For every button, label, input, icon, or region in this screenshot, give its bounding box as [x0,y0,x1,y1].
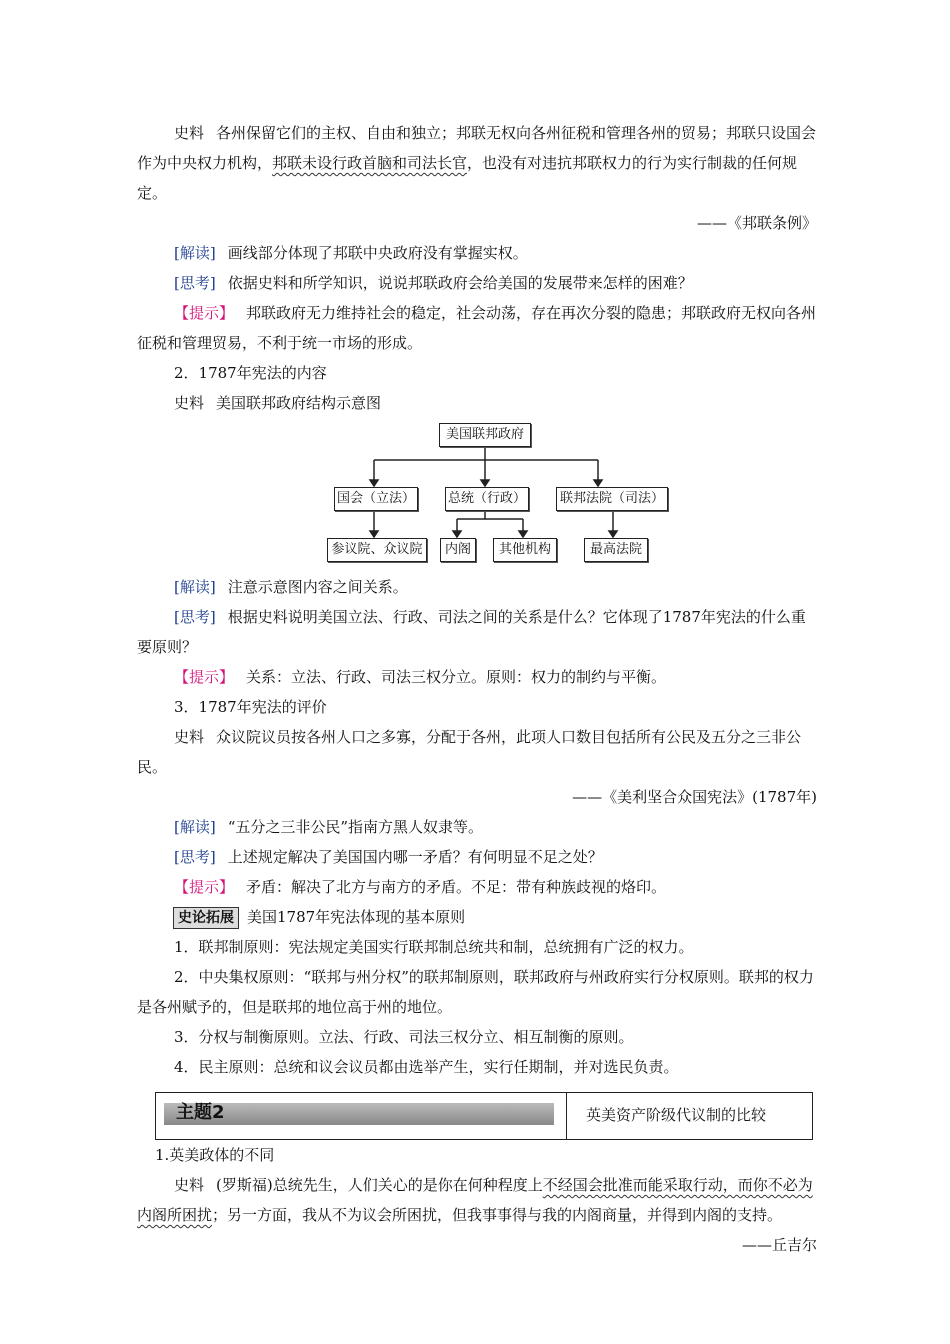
source-text: ；另一方面，我从不为议会所困扰，但我事事得与我的内阁商量，并得到内阁的支持。 [212,1206,783,1224]
interpretation-text: “五分之三非公民”指南方黑人奴隶等。 [227,818,484,836]
source-paragraph-1 [137,118,817,208]
node-other-agencies: 其他机构 [493,538,557,562]
source-paragraph-2 [137,388,817,418]
node-houses: 参议院、众议院 [327,538,427,562]
thinking-text: 上述规定解决了美国国内哪一矛盾？有何明显不足之处？ [227,848,603,866]
section-heading: 2．1787年宪法的内容 [174,364,327,382]
hint-line [137,298,817,358]
document-body [137,118,817,1260]
source-paragraph-3 [137,722,817,782]
hint-text: 矛盾：解决了北方与南方的矛盾。不足：带有种族歧视的烙印。 [246,878,667,896]
extension-title: 美国1787年宪法体现的基本原则 [247,908,466,926]
hint-tag: 【提示】 [174,878,235,896]
hint-line [137,662,817,692]
principle-item: 3．分权与制衡原则。立法、行政、司法三权分立、相互制衡的原则。 [174,1028,634,1046]
interpretation-tag: [解读] [174,244,216,262]
government-structure-diagram [137,422,817,572]
interpretation-line [137,812,817,842]
source-text: 各州保留它们的主权、自由和独立；邦联无权向各州征税和管理各州的贸易；邦联只设国会作为中央权力机构， [137,124,817,172]
node-federal-government: 美国联邦政府 [439,423,531,447]
section-heading: 3．1787年宪法的评价 [174,698,327,716]
node-president: 总统（行政） [445,487,529,511]
source-citation: ——《美利坚合众国宪法》(1787年) [572,788,817,806]
interpretation-text: 画线部分体现了邦联中央政府没有掌握实权。 [227,244,528,262]
source-citation: ——丘吉尔 [741,1236,817,1254]
source-text: ，也没有对违抗邦联权力的行为实行制裁的任何规定。 [137,154,798,202]
node-cabinet: 内阁 [440,538,476,562]
hint-line [137,872,817,902]
section-heading: 1.英美政体的不同 [155,1146,275,1164]
thinking-text: 根据史料说明美国立法、行政、司法之间的关系是什么？它体现了1787年宪法的什么重要原则？ [137,608,806,656]
thinking-tag: [思考] [174,274,216,292]
thinking-text: 依据史料和所学知识，说说邦联政府会给美国的发展带来怎样的困难？ [227,274,693,292]
interpretation-line [137,572,817,602]
source-label: 史料 [174,1176,205,1194]
hint-text: 邦联政府无力维持社会的稳定，社会动荡，存在再次分裂的隐患；邦联政府无权向各州征税和管理贸易，不利于统一市场的形成。 [137,304,817,352]
underlined-text: 不经国会批准而能采取行动，而你不必为内阁所困扰 [137,1176,813,1224]
source-text: (罗斯福)总统先生，人们关心的是你在何种程度上 [216,1176,543,1194]
principle-item: 4．民主原则：总统和议会议员都由选举产生，实行任期制，并对选民负责。 [174,1058,679,1076]
node-federal-court: 联邦法院（司法） [556,487,668,511]
interpretation-line [137,238,817,268]
hint-text: 关系：立法、行政、司法三权分立。原则：权力的制约与平衡。 [246,668,667,686]
interpretation-tag: [解读] [174,578,216,596]
source-label: 史料 [174,728,205,746]
extension-tag: 史论拓展 [173,907,239,929]
thinking-line [137,602,817,662]
underlined-text: 邦联未设行政首脑和司法长官 [272,154,468,172]
interpretation-text: 注意示意图内容之间关系。 [227,578,408,596]
principle-item: 2．中央集权原则：“联邦与州分权”的联邦制原则，联邦政府与州政府实行分权原则。联邦的权力是各州赋予的，但是联邦的地位高于州的地位。 [137,968,814,1016]
source-label: 史料 [174,124,205,142]
extension-heading [137,902,817,932]
interpretation-tag: [解读] [174,818,216,836]
thinking-line [137,268,817,298]
topic-divider [566,1093,567,1139]
thinking-line [137,842,817,872]
topic-title: 英美资产阶级代议制的比较 [586,1106,767,1124]
node-congress: 国会（立法） [334,487,418,511]
source-citation: ——《邦联条例》 [696,214,817,232]
hint-tag: 【提示】 [174,304,235,322]
topic-banner [155,1092,813,1140]
source-text: 众议院议员按各州人口之多寡，分配于各州，此项人口数目包括所有公民及五分之三非公民。 [137,728,802,776]
principle-item: 1．联邦制原则：宪法规定美国实行联邦制总统共和制，总统拥有广泛的权力。 [174,938,694,956]
source-label: 史料 [174,394,205,412]
source-paragraph-4 [137,1170,817,1230]
node-supreme-court: 最高法院 [584,538,648,562]
thinking-tag: [思考] [174,608,216,626]
thinking-tag: [思考] [174,848,216,866]
source-text: 美国联邦政府结构示意图 [216,394,382,412]
topic-label: 主题2 [176,1102,225,1123]
hint-tag: 【提示】 [174,668,235,686]
